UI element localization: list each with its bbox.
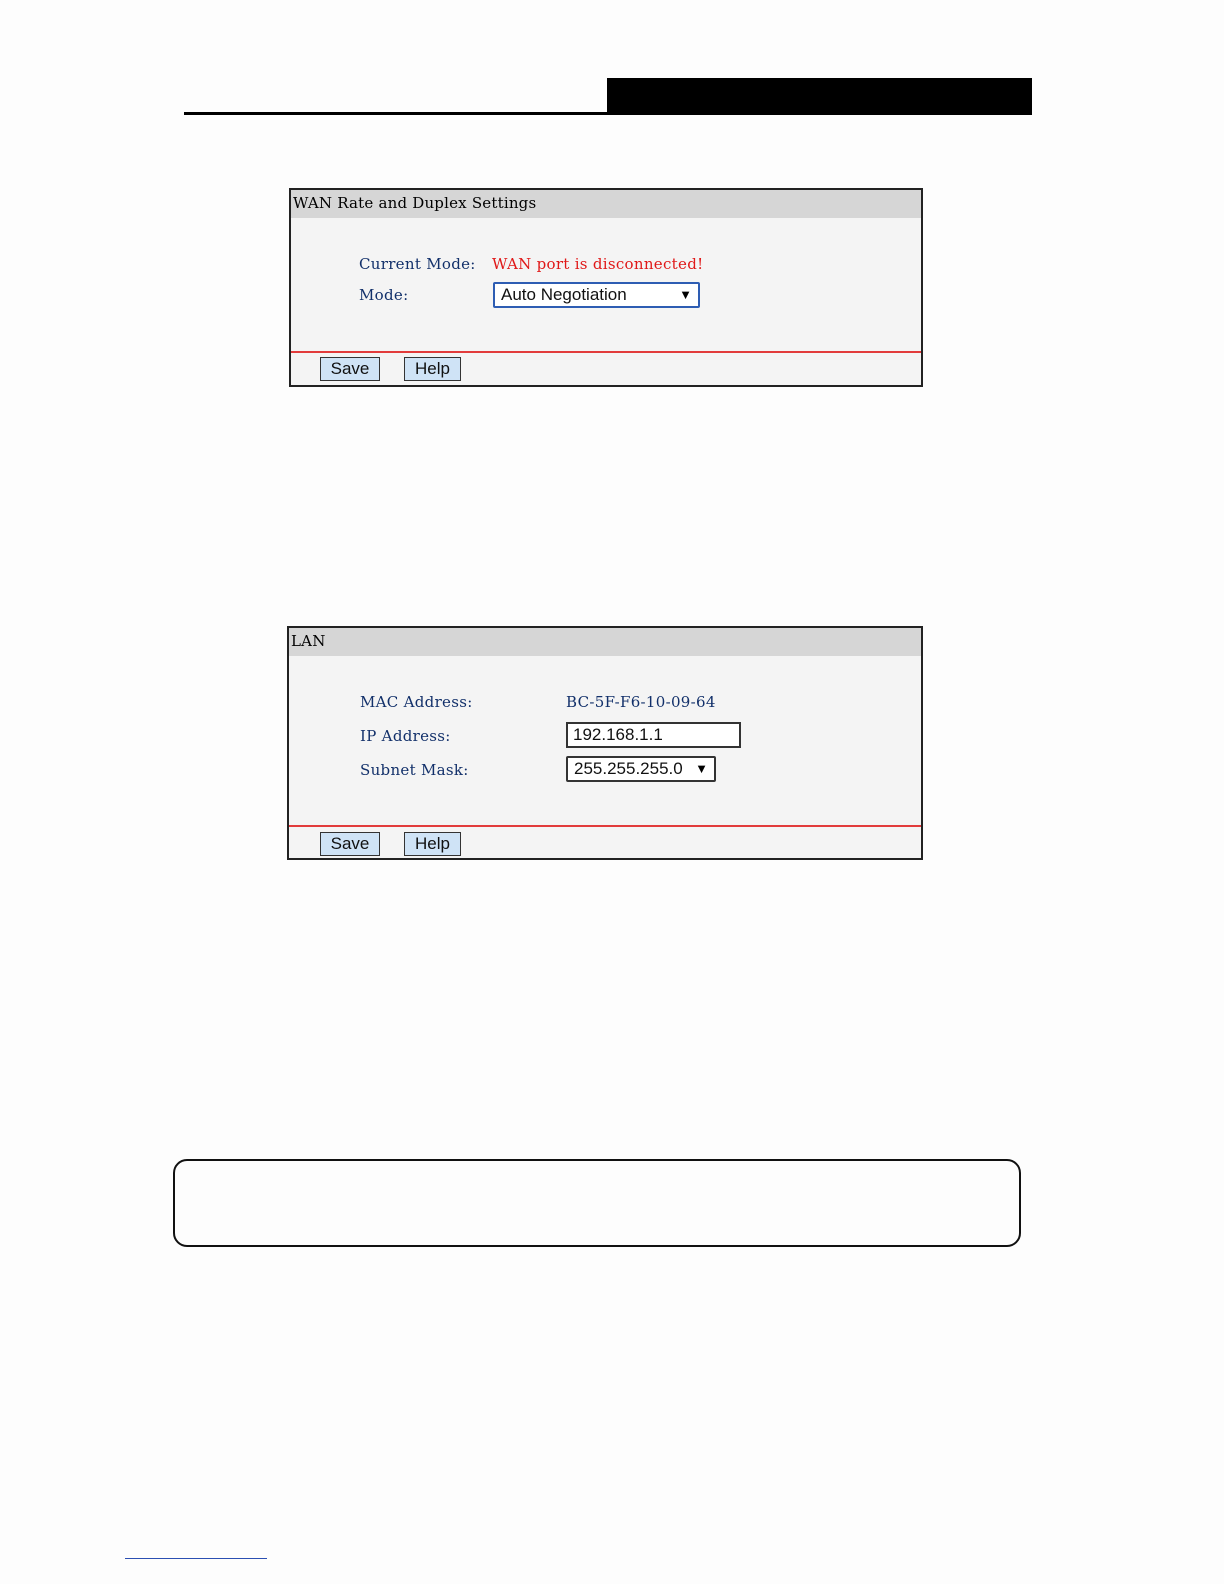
panel-title: LAN bbox=[289, 628, 921, 656]
subnet-mask-select[interactable] bbox=[566, 756, 716, 782]
ip-address-input[interactable] bbox=[566, 722, 741, 748]
lan-settings-panel bbox=[287, 626, 923, 860]
divider bbox=[289, 825, 921, 827]
ip-address-label: IP Address: bbox=[360, 727, 451, 745]
save-button[interactable]: Save bbox=[320, 832, 380, 856]
subnet-mask-label: Subnet Mask: bbox=[360, 761, 469, 779]
mac-address-value: BC-5F-F6-10-09-64 bbox=[566, 693, 716, 711]
header-bar bbox=[607, 78, 1032, 115]
divider bbox=[291, 351, 921, 353]
chevron-down-icon: ▼ bbox=[679, 287, 692, 302]
mode-select[interactable] bbox=[493, 282, 700, 308]
mode-label: Mode: bbox=[359, 286, 409, 304]
wan-settings-panel bbox=[289, 188, 923, 387]
help-button[interactable]: Help bbox=[404, 357, 461, 381]
current-mode-label: Current Mode: bbox=[359, 255, 476, 273]
mode-select-value: Auto Negotiation bbox=[501, 285, 627, 304]
header-rule bbox=[184, 112, 608, 115]
panel-title: WAN Rate and Duplex Settings bbox=[291, 190, 921, 218]
current-mode-status: WAN port is disconnected! bbox=[492, 255, 704, 273]
note-box bbox=[173, 1159, 1021, 1247]
subnet-mask-value: 255.255.255.0 bbox=[574, 759, 683, 778]
footer-link-underline bbox=[125, 1558, 267, 1559]
help-button[interactable]: Help bbox=[404, 832, 461, 856]
ip-address-value: 192.168.1.1 bbox=[573, 725, 663, 744]
mac-address-label: MAC Address: bbox=[360, 693, 473, 711]
save-button[interactable]: Save bbox=[320, 357, 380, 381]
chevron-down-icon: ▼ bbox=[695, 761, 708, 776]
